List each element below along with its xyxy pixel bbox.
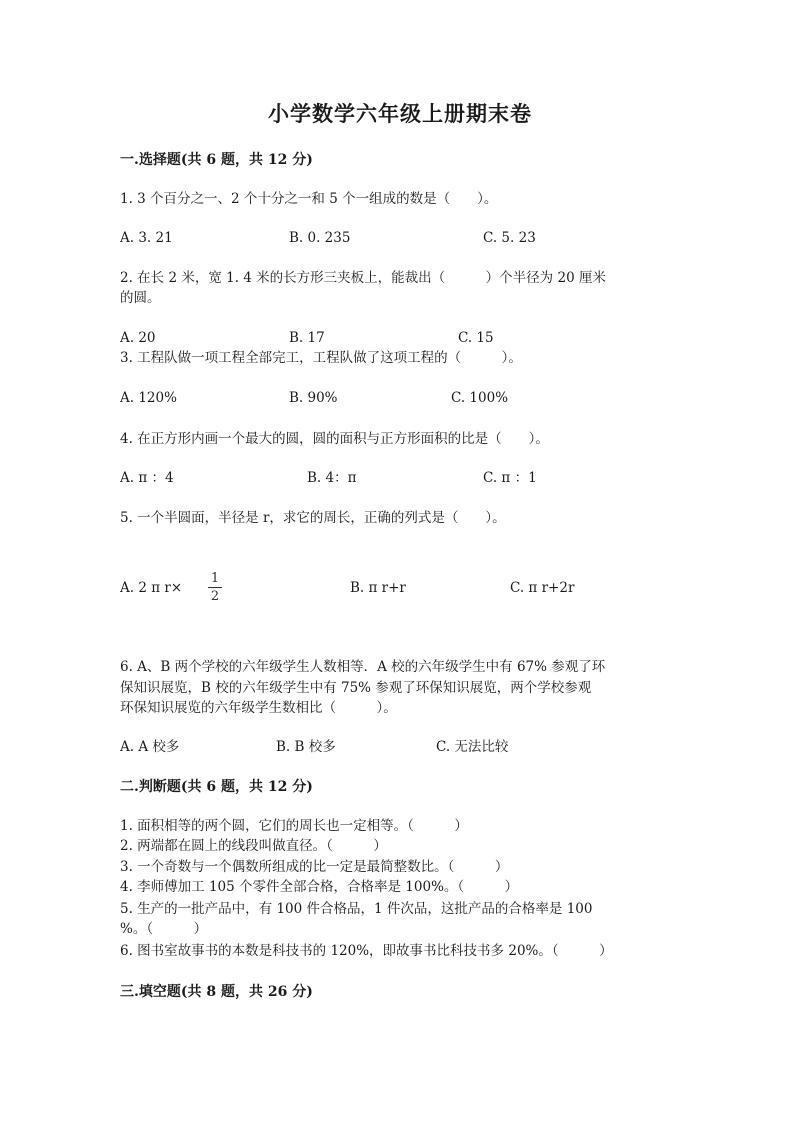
- question-5-option-a: A. 2 π r×: [120, 580, 183, 596]
- page-title: 小学数学六年级上册期末卷: [268, 101, 532, 126]
- section-heading-judgement: 二.判断题(共 6 题，共 12 分): [120, 779, 313, 795]
- question-6-stem-line-2: 保知识展览，B 校的六年级学生中有 75% 参观了环保知识展览，两个学校参观: [120, 680, 592, 696]
- question-3-option-c: C. 100%: [451, 390, 509, 406]
- section-heading-choice: 一.选择题(共 6 题，共 12 分): [120, 152, 313, 168]
- fraction-bar: [208, 587, 222, 588]
- judgement-line-1: 1. 面积相等的两个圆，它们的周长也一定相等。（ ）: [120, 818, 468, 834]
- judgement-line-2: 2. 两端都在圆上的线段叫做直径。（ ）: [120, 838, 387, 854]
- question-5-stem: 5. 一个半圆面，半径是 r，求它的周长，正确的列式是（ ）。: [120, 510, 506, 526]
- fraction-numerator: 1: [210, 571, 220, 586]
- question-5-option-c: C. π r+2r: [510, 580, 575, 596]
- question-4-option-b: B. 4：π: [307, 470, 357, 486]
- judgement-line-6: %。（ ）: [120, 921, 208, 937]
- question-6-stem-line-3: 环保知识展览的六年级学生数相比（ ）。: [120, 700, 397, 716]
- question-1-option-b: B. 0. 235: [289, 230, 351, 246]
- question-4-stem: 4. 在正方形内画一个最大的圆，圆的面积与正方形面积的比是（ ）。: [120, 431, 549, 447]
- question-6-option-b: B. B 校多: [276, 739, 336, 755]
- question-2-stem-line-2: 的圆。: [120, 290, 161, 306]
- question-6-stem-line-1: 6. A、B 两个学校的六年级学生人数相等．A 校的六年级学生中有 67% 参观了环: [120, 659, 606, 675]
- fraction-one-half: [208, 571, 222, 604]
- question-6-option-a: A. A 校多: [120, 739, 180, 755]
- question-1-stem: 1. 3 个百分之一、2 个十分之一和 5 个一组成的数是（ ）。: [120, 191, 498, 207]
- question-1-option-a: A. 3. 21: [120, 230, 173, 246]
- judgement-line-4: 4. 李师傅加工 105 个零件全部合格，合格率是 100%。（ ）: [120, 879, 519, 895]
- judgement-line-3: 3. 一个奇数与一个偶数所组成的比一定是最简整数比。（ ）: [120, 859, 509, 875]
- judgement-line-7: 6. 图书室故事书的本数是科技书的 120%，即故事书比科技书多 20%。（ ）: [120, 943, 613, 959]
- question-4-option-a: A. π ：4: [120, 470, 174, 486]
- question-2-option-b: B. 17: [289, 330, 325, 346]
- question-1-option-c: C. 5. 23: [483, 230, 536, 246]
- question-4-option-c: C. π ：1: [483, 470, 537, 486]
- question-2-stem-line-1: 2. 在长 2 米，宽 1. 4 米的长方形三夹板上，能裁出（ ）个半径为 20 厘米: [120, 270, 606, 286]
- question-5-option-b: B. π r+r: [350, 580, 406, 596]
- question-3-stem: 3. 工程队做一项工程全部完工，工程队做了这项工程的（ ）。: [120, 350, 522, 366]
- section-heading-fill-in: 三.填空题(共 8 题，共 26 分): [120, 984, 313, 1000]
- fraction-denominator: 2: [210, 589, 220, 604]
- judgement-line-5: 5. 生产的一批产品中，有 100 件合格品，1 件次品，这批产品的合格率是 100: [120, 901, 593, 917]
- question-2-option-c: C. 15: [458, 330, 494, 346]
- question-3-option-b: B. 90%: [289, 390, 338, 406]
- question-6-option-c: C. 无法比较: [436, 739, 509, 755]
- question-2-option-a: A. 20: [120, 330, 156, 346]
- question-3-option-a: A. 120%: [120, 390, 177, 406]
